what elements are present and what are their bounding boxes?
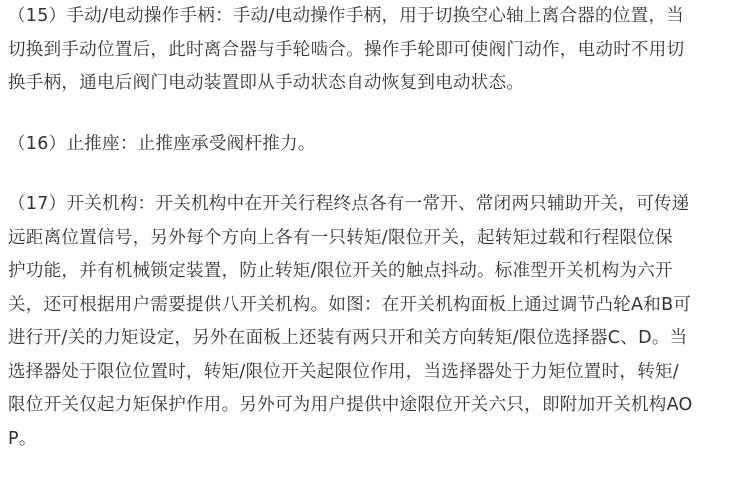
paragraph-line: P。 [8, 428, 37, 449]
paragraph-line: 切换到手动位置后，此时离合器与手轮啮合。操作手轮即可使阀门动作，电动时不用切 [8, 39, 685, 60]
paragraph-15-manual-electric-handle [8, 0, 740, 101]
paragraph-line: 限位开关仅起力矩保护作用。另外可为用户提供中途限位开关六只，即附加开关机构AO [8, 395, 693, 415]
paragraph-line: （16）止推座：止推座承受阀杆推力。 [8, 133, 316, 154]
paragraph-line: 换手柄，通电后阀门电动装置即从手动状态自动恢复到电动状态。 [8, 73, 525, 93]
paragraph-line: （15）手动/电动操作手柄：手动/电动操作手柄，用于切换空心轴上离合器的位置，当 [8, 6, 685, 26]
paragraph-16-thrust-seat [8, 128, 740, 162]
paragraph-line: 进行开/关的力矩设定，另外在面板上还装有两只开和关方向转矩/限位选择器C、D。当 [8, 328, 688, 348]
paragraph-line: （17）开关机构：开关机构中在开关行程终点各有一常开、常闭两只辅助开关，可传递 [8, 194, 690, 214]
paragraph-17-switch-mechanism [8, 188, 740, 456]
paragraph-line: 护功能，并有机械锁定装置，防止转矩/限位开关的触点抖动。标准型开关机构为六开 [8, 261, 673, 281]
paragraph-line: 选择器处于限位位置时，转矩/限位开关起限位作用，当选择器处于力矩位置时，转矩/ [8, 361, 679, 382]
paragraph-line: 关，还可根据用户需要提供八开关机构。如图：在开关机构面板上通过调节凸轮A和B可 [8, 294, 692, 315]
paragraph-line: 远距离位置信号，另外每个方向上各有一只转矩/限位开关，起转矩过载和行程限位保 [8, 227, 673, 248]
document-body [8, 0, 740, 456]
